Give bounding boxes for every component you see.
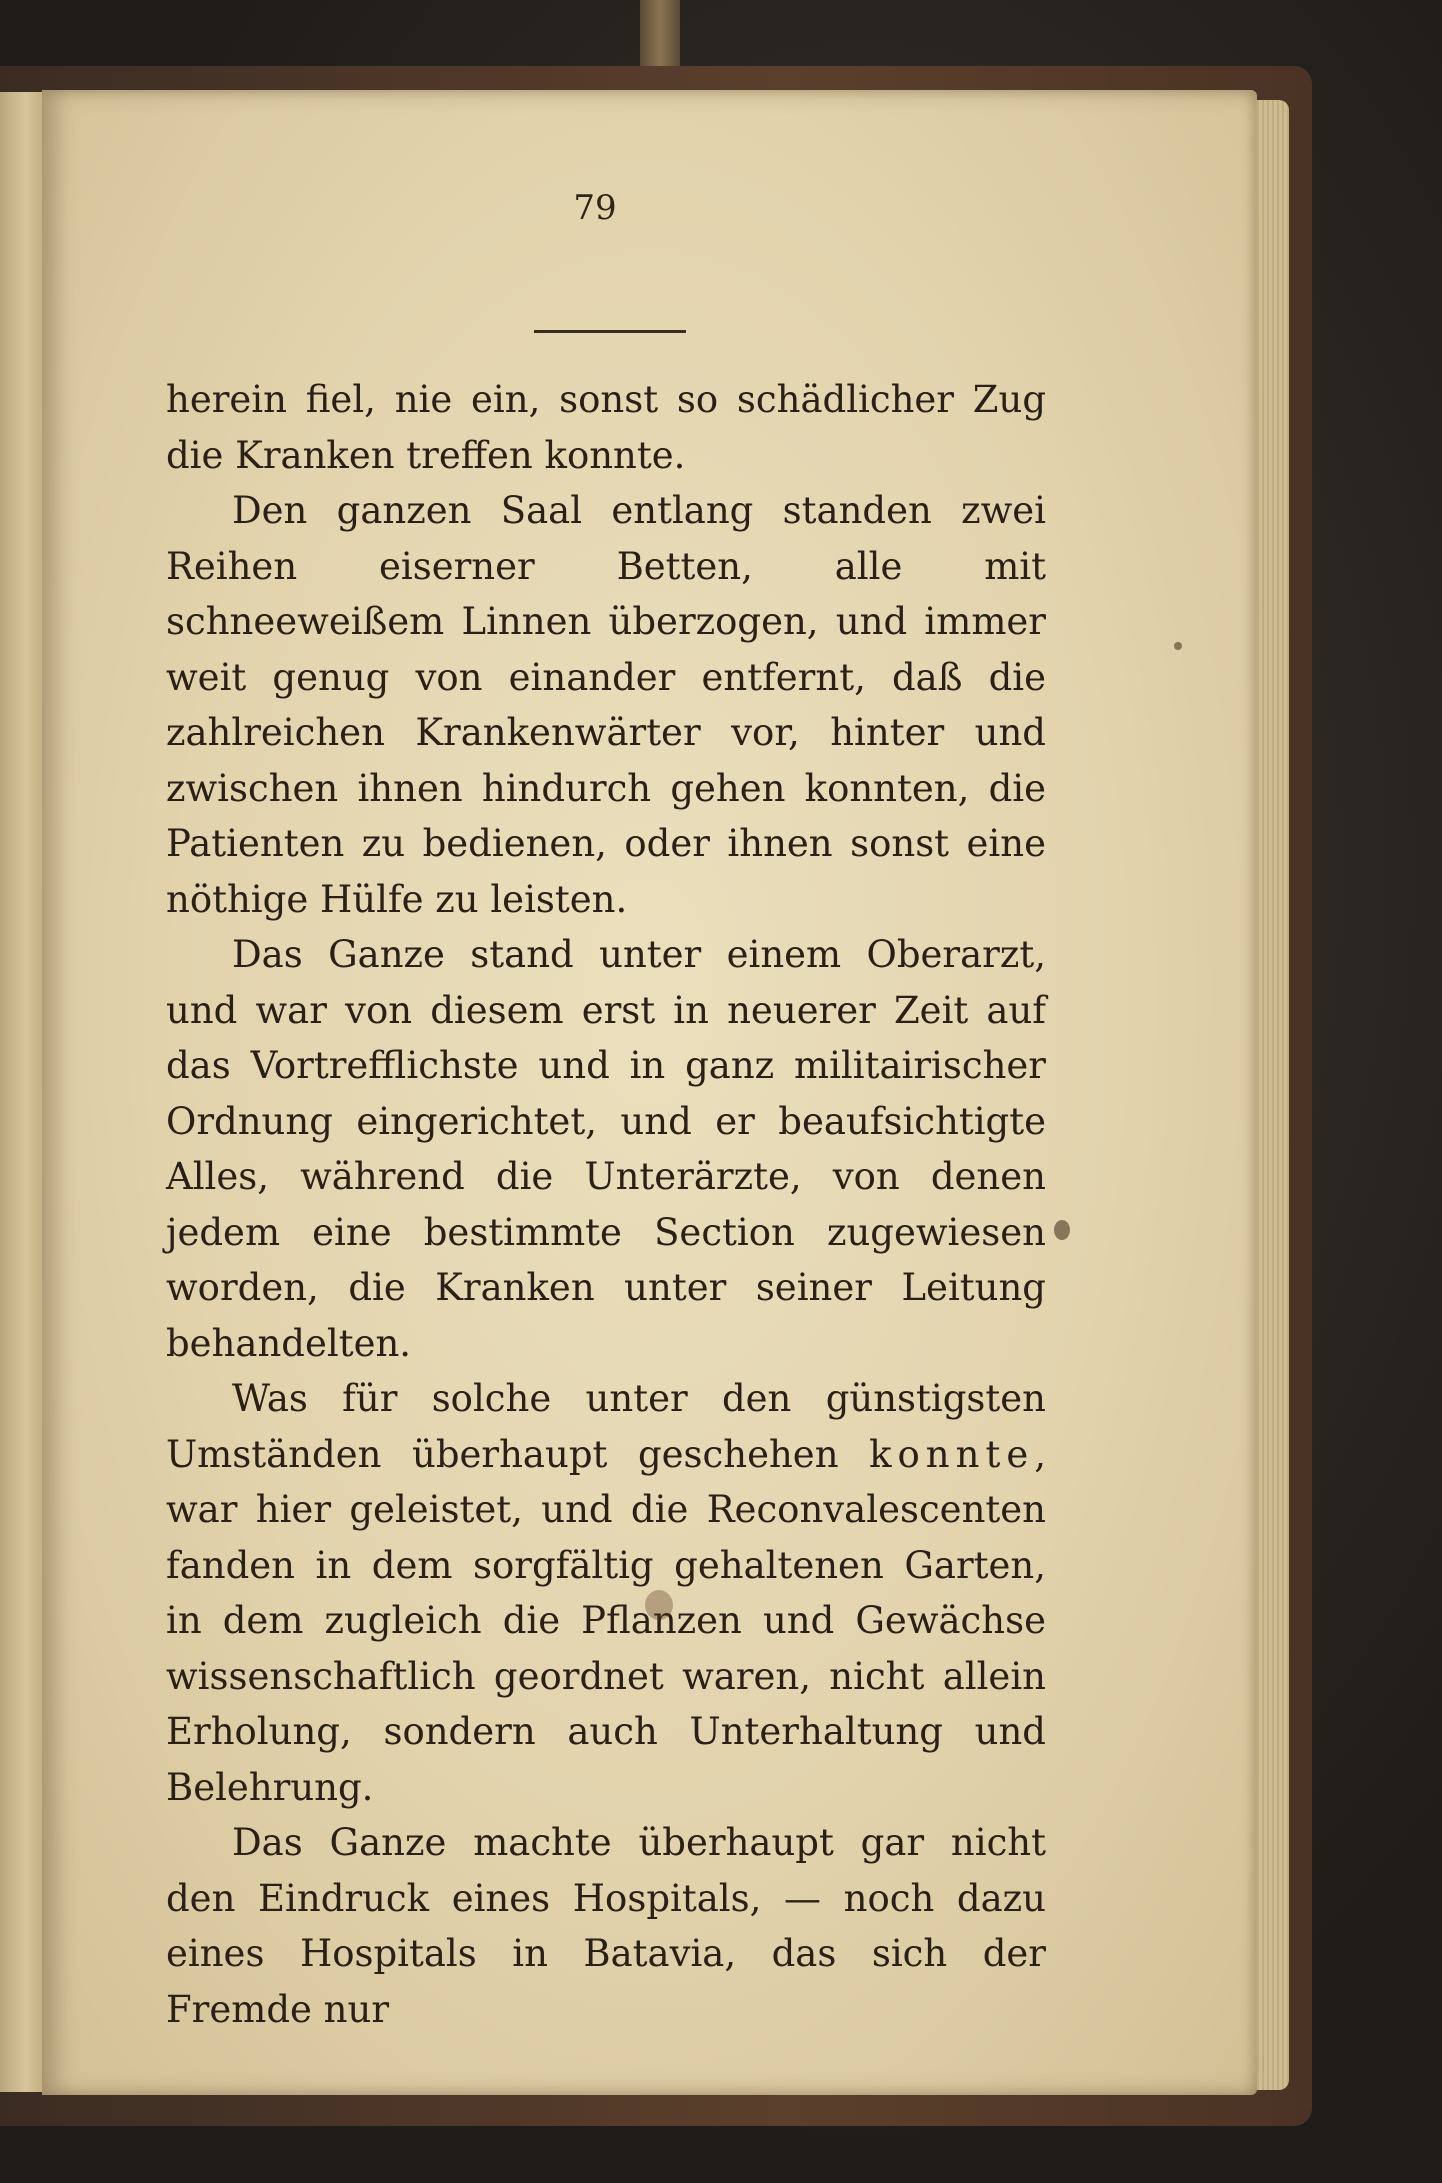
page-stack-edge [1255,100,1289,2090]
ink-stain [645,1590,673,1620]
bookmark-ribbon [640,0,680,70]
paragraph-4-end: , war hier geleistet, und die Reconvalescenten fanden in dem sorgfältig gehaltenen Garten, in dem zugleich die Pflanzen und Gewächse wissenschaftlich geordnet waren, nicht allein Erholung, sondern auch Unterhaltung und Belehrung. [166,1432,1046,1809]
ink-stain [1054,1220,1070,1240]
paragraph-5: Das Ganze machte überhaupt gar nicht den Eindruck eines Hospitals, — noch dazu eines Hospitals in Batavia, das sich der Fremde nur [166,1821,1046,2031]
left-page-edge [0,92,42,2092]
paragraph-4-emphasis: konnte [869,1432,1035,1476]
paragraph-1: herein fiel, nie ein, sonst so schädlicher Zug die Kranken treffen konnte. [166,378,1046,477]
ink-stain [1174,642,1182,650]
page-number: 79 [573,188,617,228]
page-text [166,372,1046,2037]
paragraph-2: Den ganzen Saal entlang standen zwei Reihen eiserner Betten, alle mit schneeweißem Linnen überzogen, und immer weit genug von einander entfernt, daß die zahlreichen Krankenwärter vor, hinter und zwischen ihnen hindurch gehen konnten, die Patienten zu bedienen, oder ihnen sonst eine nöthige Hülfe zu leisten. [166,489,1046,921]
paragraph-4 [166,1371,1046,1815]
paragraph-4-start: Was für solche unter den günstigsten Umständen überhaupt geschehen [166,1377,1046,1476]
paragraph-3: Das Ganze stand unter einem Oberarzt, und war von diesem erst in neuerer Zeit auf das Vortrefflichste und in ganz militairischer Ordnung eingerichtet, und er beaufsichtigte Alles, während die Unterärzte, von denen jedem eine bestimmte Section zugewiesen worden, die Kranken unter seiner Leitung behandelten. [166,933,1046,1365]
page-number-rule [534,330,686,333]
